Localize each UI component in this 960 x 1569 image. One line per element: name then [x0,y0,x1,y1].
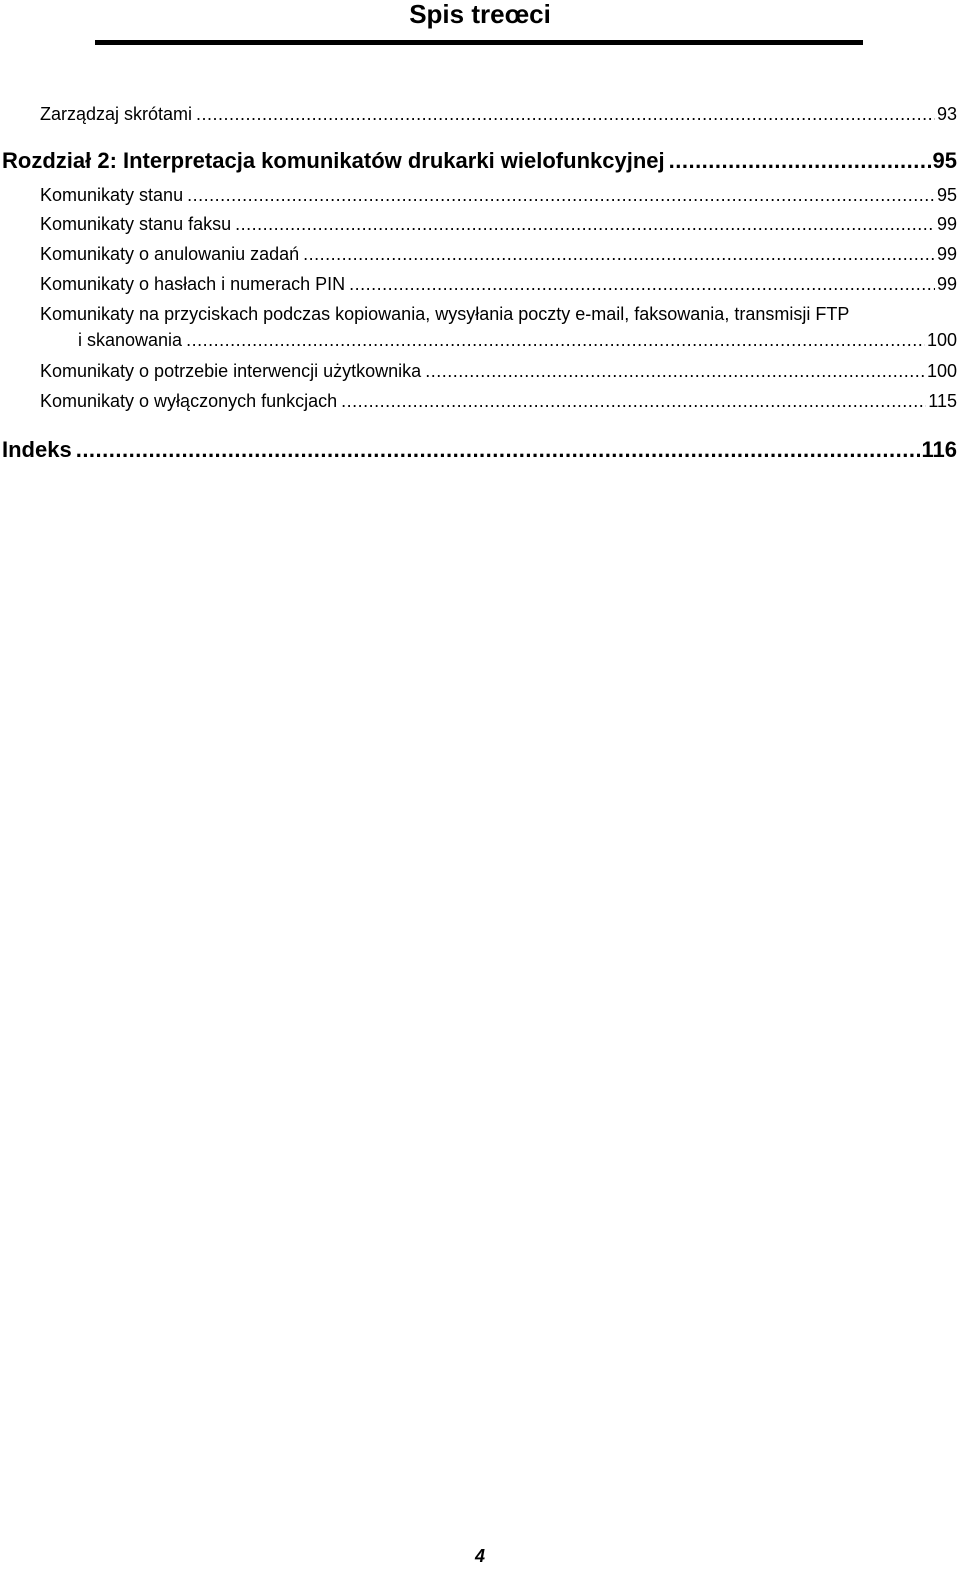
toc-page-number: 95 [936,185,957,205]
toc-entry-text-line2: i skanowania [78,330,183,350]
toc-entry-chapter-2[interactable] [0,148,957,174]
toc-entry-text-line1: Komunikaty na przyciskach podczas kopiowania, wysyłania poczty e-mail, faksowania, transmisji FTP [40,304,850,324]
toc-entry-text: Zarządzaj skrótami [40,104,193,124]
dot-leader [187,184,935,206]
dot-leader [76,437,920,463]
dot-leader [669,148,931,174]
toc-entry-text: Indeks [2,437,72,462]
toc-entry-status-messages[interactable] [0,184,957,206]
dot-leader [341,390,926,412]
toc-entry-password-pin-messages[interactable] [0,273,957,295]
page-number: 4 [474,1546,485,1566]
dot-leader [303,243,935,265]
dot-leader [425,360,925,382]
toc-page-number: 100 [926,361,957,381]
toc-page-number: 116 [921,437,957,462]
dot-leader [349,273,935,295]
dot-leader [196,103,935,125]
toc-entry-text: Komunikaty o potrzebie interwencji użytkownika [40,361,422,381]
toc-page-number: 99 [936,274,957,294]
toc-entry-text: Komunikaty o anulowaniu zadań [40,244,300,264]
toc-entry-fax-status-messages[interactable] [0,213,957,235]
toc-entry-intervention-messages[interactable] [0,360,957,382]
dot-leader [186,327,925,353]
toc-entry-button-messages[interactable] [40,301,957,353]
toc-entry-text: Rozdział 2: Interpretacja komunikatów drukarki wielofunkcyjnej [2,148,665,173]
toc-page-number: 100 [926,330,957,350]
toc-entry-job-cancel-messages[interactable] [0,243,957,265]
toc-entry-text: Komunikaty stanu [40,185,184,205]
page-title: Spis treœci [409,0,551,29]
title-rule [95,40,863,45]
toc-page-number: 99 [936,214,957,234]
toc-entry-text: Komunikaty o wyłączonych funkcjach [40,391,338,411]
toc-page-number: 115 [928,391,957,411]
dot-leader [235,213,935,235]
toc-page-number: 95 [932,148,957,173]
toc-page-number: 93 [936,104,957,124]
toc-page-number: 99 [936,244,957,264]
toc-entry-text: Komunikaty stanu faksu [40,214,232,234]
toc-entry-manage-shortcuts[interactable] [0,103,957,125]
toc-entry-index[interactable] [0,437,957,463]
toc-entry-disabled-features-messages[interactable] [0,390,957,412]
toc-entry-text: Komunikaty o hasłach i numerach PIN [40,274,346,294]
